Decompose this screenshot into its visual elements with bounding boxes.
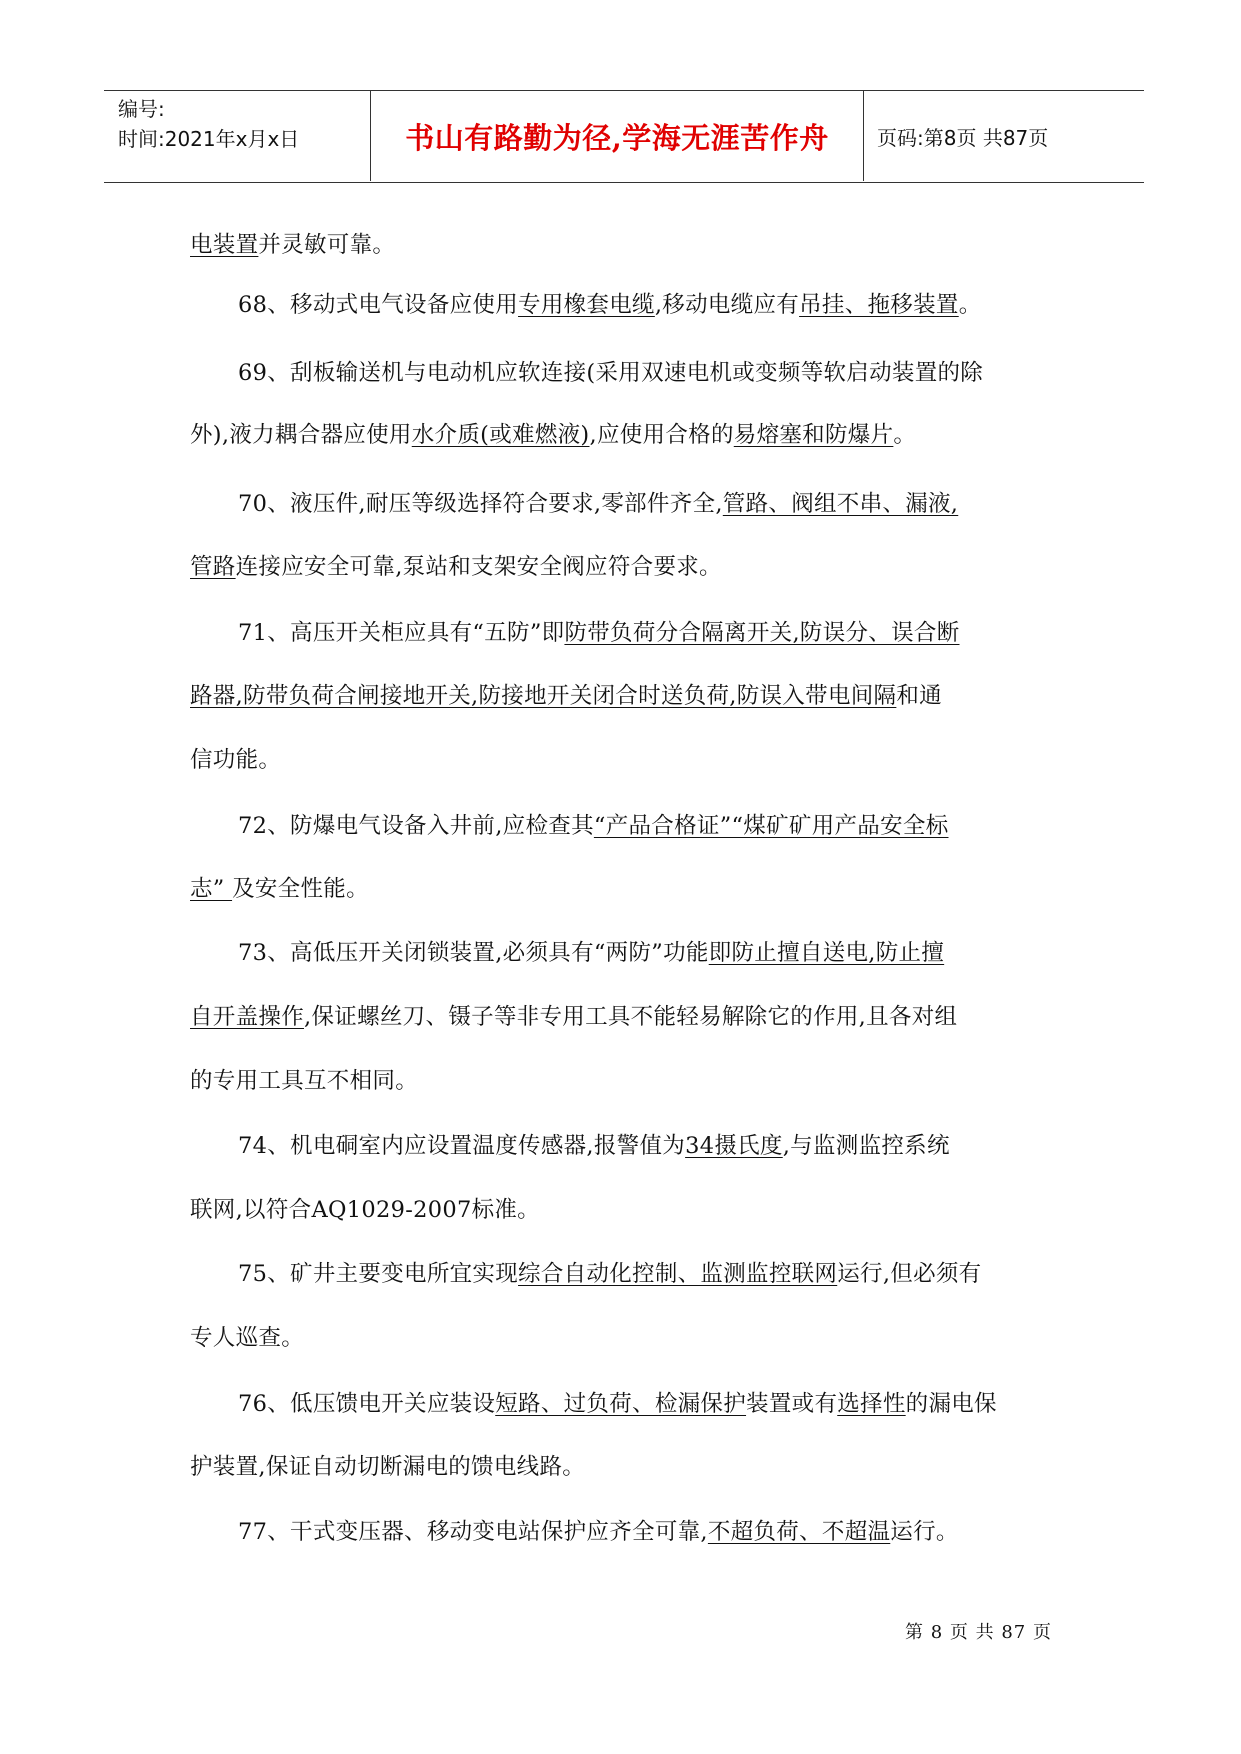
text-line [190,618,1118,648]
text-segment: 77、干式变压器、移动变电站保护应齐全可靠, [238,1519,708,1545]
underlined-text: 电装置 [190,232,259,258]
underlined-text: 易熔塞和防爆片 [733,422,894,448]
document-time-label: 时间:2021年x月x日 [118,127,300,151]
text-line [190,420,1070,450]
underlined-text: 不超负荷、不超温 [707,1519,891,1545]
text-line [190,1517,1118,1547]
text-segment: 73、高低压开关闭锁装置,必须具有“两防”功能 [238,940,709,966]
text-line [190,811,1118,841]
text-segment: 69、刮板输送机与电动机应软连接(采用双速电机或变频等软启动装置的除 [238,360,984,386]
underlined-text: 专用橡套电缆 [518,292,655,318]
text-segment: ,保证螺丝刀、镊子等非专用工具不能轻易解除它的作用,且各对组 [304,1004,958,1030]
underlined-text: 管路 [190,554,236,580]
text-line [190,1002,1070,1032]
text-line [190,552,1070,582]
text-segment: 的漏电保 [905,1391,997,1417]
text-segment: 联网,以符合AQ1029-2007标准。 [190,1197,540,1223]
text-line [190,230,1070,260]
document-number-label: 编号: [118,97,165,121]
text-line [190,290,1118,320]
text-segment: 及安全性能。 [232,876,369,902]
underlined-text: 短路、过负荷、检漏保护 [495,1391,747,1417]
underlined-text: “产品合格证”“煤矿矿用产品安全标 [593,813,949,839]
text-segment: 专人巡查。 [190,1325,305,1351]
underlined-text: 34摄氏度 [685,1133,783,1159]
text-segment: 并灵敏可靠。 [258,232,396,258]
text-line [190,489,1118,519]
underlined-text: 管路、阀组不串、漏液, [722,491,959,517]
underlined-text: 吊挂、拖移装置 [799,292,959,318]
text-line [190,1066,1070,1096]
text-line [190,874,1070,904]
page-footer: 第 8 页 共 87 页 [905,1622,1052,1643]
header-divider-right [863,91,864,181]
header-divider-left [370,91,371,181]
text-segment: 外),液力耦合器应使用 [190,422,412,448]
underlined-text: 综合自动化控制、监测监控联网 [518,1261,838,1287]
text-segment: 装置或有 [746,1391,838,1417]
underlined-text: 自开盖操作 [190,1004,305,1030]
underlined-text: 选择性 [837,1391,906,1417]
text-segment: ,移动电缆应有 [654,292,800,318]
text-segment: 连接应安全可靠,泵站和支架安全阀应符合要求。 [235,554,722,580]
text-segment: 71、高压开关柜应具有“五防”即 [238,620,565,646]
text-segment: 76、低压馈电开关应装设 [238,1391,496,1417]
text-segment: ,应使用合格的 [589,422,734,448]
text-line [190,358,1118,388]
text-line [190,1259,1118,1289]
text-line [190,1452,1070,1482]
text-segment: 运行。 [890,1519,959,1545]
text-line [190,1195,1070,1225]
header-page-info: 页码:第8页 共87页 [877,125,1049,150]
underlined-text: 路器,防带负荷合闸接地开关,防接地开关闭合时送负荷,防误入带电间隔 [190,683,897,709]
text-segment: 的专用工具互不相同。 [190,1068,419,1094]
text-line [190,1323,1070,1353]
underlined-text: 志” [190,876,233,902]
header-motto: 书山有路勤为径,学海无涯苦作舟 [405,120,829,155]
text-line [190,681,1070,711]
text-segment: 运行,但必须有 [837,1261,982,1287]
text-line [190,1131,1118,1161]
text-segment: 72、防爆电气设备入井前,应检查其 [238,813,594,839]
header-meta [118,91,368,181]
text-segment: 74、机电硐室内应设置温度传感器,报警值为 [238,1133,686,1159]
text-segment: 。 [958,292,982,318]
text-segment: 信功能。 [190,747,282,773]
underlined-text: 防带负荷分合隔离开关,防误分、误合断 [564,620,960,646]
text-segment: 。 [893,422,917,448]
text-segment: 70、液压件,耐压等级选择符合要求,零部件齐全, [238,491,723,517]
text-line [190,745,1070,775]
underlined-text: 即防止擅自送电,防止擅 [708,940,945,966]
page-header [104,90,1144,183]
text-segment: ,与监测监控系统 [782,1133,950,1159]
underlined-text: 水介质(或难燃液) [411,422,590,448]
text-line [190,1389,1118,1419]
text-segment: 和通 [896,683,942,709]
text-line [190,938,1118,968]
text-segment: 护装置,保证自动切断漏电的馈电线路。 [190,1454,586,1480]
text-segment: 75、矿井主要变电所宜实现 [238,1261,519,1287]
text-segment: 68、移动式电气设备应使用 [238,292,519,318]
